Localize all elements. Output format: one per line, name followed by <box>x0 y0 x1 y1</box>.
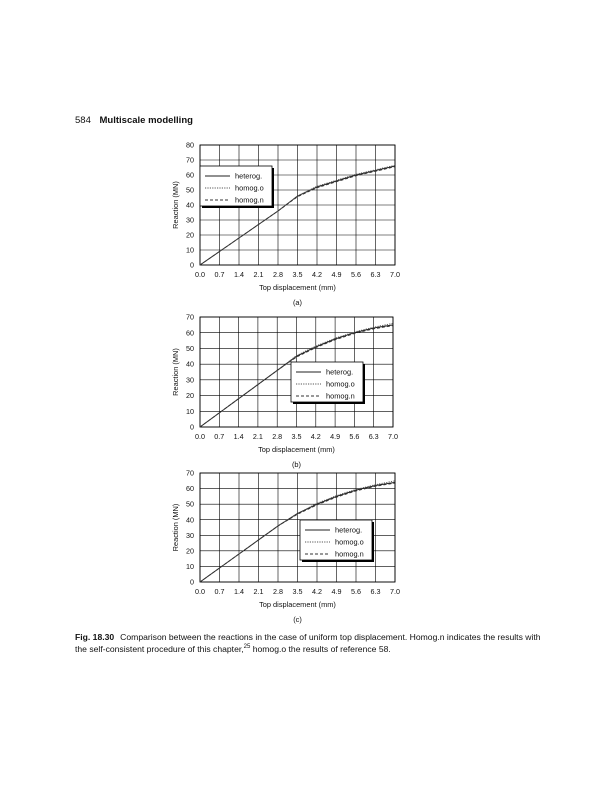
panel-label: (b) <box>291 460 302 469</box>
x-tick-label: 4.9 <box>330 432 341 441</box>
x-tick-label: 4.9 <box>331 270 342 279</box>
caption-text-part1: Comparison between the reactions in the case of uniform top displacement. Homog.n indicates the results with the self-consistent procedure of this chapter, <box>75 632 541 654</box>
panel-label: (c) <box>293 615 302 624</box>
y-tick-label: 40 <box>186 359 194 369</box>
y-tick-label: 50 <box>186 185 194 195</box>
x-tick-label: 1.4 <box>234 270 244 279</box>
chart-panel-b <box>171 313 398 469</box>
x-axis-title: Top displacement (mm) <box>259 283 336 292</box>
y-tick-label: 60 <box>186 328 194 338</box>
x-tick-label: 5.6 <box>351 587 361 596</box>
y-tick-label: 30 <box>186 375 194 385</box>
y-axis-title: Reaction (MN) <box>171 503 180 552</box>
x-tick-label: 1.4 <box>233 432 244 441</box>
x-tick-label: 4.9 <box>331 587 342 596</box>
x-tick-label: 2.8 <box>273 270 283 279</box>
y-tick-label: 70 <box>186 468 194 478</box>
legend-entry: homog.o <box>335 537 364 547</box>
x-tick-label: 7.0 <box>390 587 400 596</box>
x-tick-label: 2.8 <box>273 587 283 596</box>
y-tick-label: 10 <box>186 245 194 255</box>
x-tick-label: 7.0 <box>388 432 398 441</box>
figure-caption <box>75 632 545 655</box>
y-tick-label: 20 <box>186 391 194 401</box>
y-tick-label: 0 <box>190 577 194 587</box>
x-tick-label: 4.2 <box>310 432 321 441</box>
y-tick-label: 20 <box>186 230 194 240</box>
legend-entry: heterog. <box>335 525 363 535</box>
y-tick-label: 10 <box>186 406 194 416</box>
running-title: Multiscale modelling <box>99 115 193 126</box>
x-tick-label: 6.3 <box>370 587 381 596</box>
x-tick-label: 4.2 <box>312 587 322 596</box>
y-tick-label: 80 <box>186 140 194 150</box>
chart-panel-a <box>171 141 400 307</box>
x-tick-label: 2.1 <box>253 270 264 279</box>
y-tick-label: 0 <box>190 260 194 270</box>
x-tick-label: 3.5 <box>292 587 303 596</box>
y-tick-label: 40 <box>186 200 194 210</box>
y-tick-label: 70 <box>186 155 194 165</box>
y-axis-title: Reaction (MN) <box>171 348 180 396</box>
y-tick-label: 60 <box>186 170 194 180</box>
y-tick-label: 30 <box>186 530 194 540</box>
y-tick-label: 20 <box>186 546 194 556</box>
y-tick-label: 10 <box>186 562 194 572</box>
chart-panel-c <box>171 469 400 624</box>
y-tick-label: 60 <box>186 484 194 494</box>
x-axis-title: Top displacement (mm) <box>259 600 336 609</box>
legend-entry: homog.n <box>335 549 364 559</box>
x-tick-label: 0.0 <box>195 270 205 279</box>
y-tick-label: 50 <box>186 499 194 509</box>
caption-text-part2: homog.o the results of reference 58. <box>252 643 391 654</box>
panel-label: (a) <box>292 298 303 307</box>
x-tick-label: 1.4 <box>234 587 244 596</box>
legend-entry: homog.o <box>326 379 355 389</box>
x-tick-label: 5.6 <box>351 270 361 279</box>
x-tick-label: 2.8 <box>272 432 283 441</box>
legend-entry: homog.n <box>235 195 264 205</box>
x-tick-label: 2.1 <box>253 587 264 596</box>
y-tick-label: 0 <box>190 422 194 432</box>
x-tick-label: 6.3 <box>368 432 379 441</box>
caption-reference: 25 <box>243 643 251 650</box>
x-tick-label: 0.0 <box>195 587 205 596</box>
x-tick-label: 6.3 <box>370 270 381 279</box>
x-tick-label: 3.5 <box>292 270 303 279</box>
x-tick-label: 0.7 <box>214 270 225 279</box>
x-axis-title: Top displacement (mm) <box>258 445 335 454</box>
y-tick-label: 70 <box>186 312 194 322</box>
x-tick-label: 7.0 <box>390 270 400 279</box>
y-tick-label: 30 <box>186 215 194 225</box>
y-tick-label: 50 <box>186 344 194 354</box>
figure-label: Fig. 18.30 <box>75 632 115 642</box>
x-tick-label: 2.1 <box>252 432 263 441</box>
legend-entry: heterog. <box>235 171 263 181</box>
x-tick-label: 0.7 <box>214 432 225 441</box>
legend-entry: homog.n <box>326 391 355 401</box>
legend-entry: homog.o <box>235 183 264 193</box>
page-number: 584 <box>75 115 91 126</box>
legend-entry: heterog. <box>326 367 354 377</box>
x-tick-label: 5.6 <box>349 432 360 441</box>
y-axis-title: Reaction (MN) <box>171 181 180 229</box>
y-tick-label: 40 <box>186 515 194 525</box>
x-tick-label: 4.2 <box>312 270 322 279</box>
x-tick-label: 0.7 <box>214 587 225 596</box>
x-tick-label: 3.5 <box>291 432 302 441</box>
x-tick-label: 0.0 <box>195 432 205 441</box>
